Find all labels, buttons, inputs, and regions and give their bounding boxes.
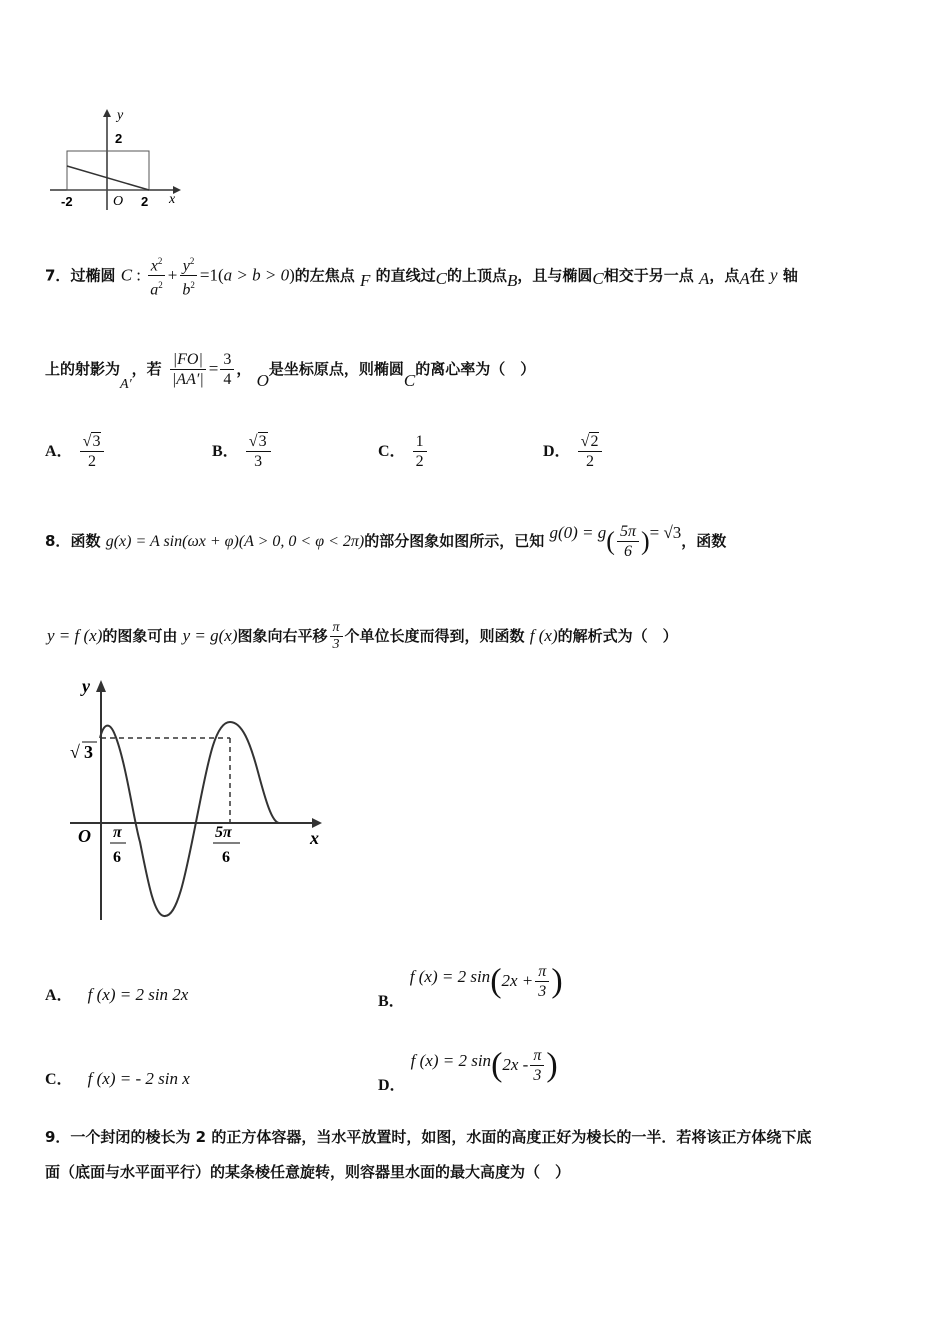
graph-2 (60, 672, 340, 927)
graph-2-y-label: y (82, 676, 90, 696)
graph-1-y-arrow (103, 109, 111, 117)
q7-number: 7． (45, 266, 71, 285)
q7-t3: 的上顶点 (446, 266, 507, 285)
q7-t7: 在 (749, 266, 765, 285)
q7-Aprime: A′ (120, 377, 132, 392)
q8-f: y = f (x) (47, 626, 103, 645)
q8-option-d[interactable]: D． f (x) = 2 sin(2x - $\frac{\pi}{3}$ ) (378, 1046, 558, 1094)
q8-t1: 的部分图象如图所示，已知 (364, 532, 545, 550)
graph-1-line (67, 166, 149, 190)
q8-pre: 函数 (70, 532, 101, 550)
q8-line-1: 8．函数 g(x) = A sin(ωx + φ)(A > 0, 0 < φ < 2π)的部分图象如图所示，已知 g(0) = g( $\frac{5\pi}{6}$ )= √3，函数 (45, 523, 727, 560)
graph-2-sqrt-value: 3 (84, 742, 93, 762)
q7-eq-rhs: =1 (199, 265, 218, 285)
q8-line2-d: 的解析式为（ ） (557, 627, 678, 645)
q8-number: 8． (45, 532, 71, 550)
q8-option-d-letter: D． (378, 1077, 406, 1094)
graph-1-box (67, 151, 149, 190)
q7-t8: 轴 (782, 266, 798, 285)
q7-t1: 的左焦点 (294, 266, 355, 285)
q8-g: y = g(x) (182, 626, 238, 645)
q8-option-b-frac: $\frac{\pi}{3}$ (535, 962, 549, 1001)
q7-yaxis: y (770, 265, 778, 285)
q7-frac-x: $\frac{x^2}{a^2}$ (147, 252, 166, 300)
q8-line2-c: 个单位长度而得到，则函数 (344, 627, 525, 645)
q8-option-d-pre: f (x) = 2 sin (410, 1051, 492, 1070)
graph-1-origin: O (113, 194, 124, 209)
q7-line-2 (45, 350, 536, 392)
q9-line-1: 9．一个封闭的棱长为 2 的正方体容器，当水平放置时，如图，水面的高度正好为棱长的一半．若将该正方体绕下底 (45, 1128, 812, 1146)
q8-option-d-frac: $\frac{\pi}{3}$ (530, 1046, 544, 1085)
q8-five-pi-six: $\frac{5\pi}{6}$ (617, 522, 639, 561)
q7-A2: A (739, 269, 750, 289)
q8-option-b-letter: B． (378, 993, 405, 1010)
q8-g0: g(0) = g (549, 523, 607, 542)
q8-gfun: g(x) = A sin(ωx + φ)(A > 0, 0 < φ < 2π) (105, 533, 365, 550)
q7-A: A (699, 269, 710, 289)
q7-line2-a: 上的射影为 (45, 360, 121, 378)
q7-option-d-value: $\frac{√2}{2}$ (578, 432, 603, 471)
q8-option-c[interactable] (45, 1066, 190, 1089)
q7-t5: 相交于另一点 (603, 266, 694, 285)
graph-2-y-arrow (96, 680, 106, 692)
q7-condition: a > b > 0 (223, 265, 290, 285)
q8-eqr: = √3 (649, 523, 682, 542)
q7-t2: 的直线过 (375, 266, 436, 285)
q7-option-a-value: $\frac{√3}{2}$ (80, 432, 105, 471)
graph-2-pi6-num: π (113, 824, 122, 841)
graph-2-x-arrow (312, 818, 322, 828)
q7-line2-c: ， (236, 360, 252, 378)
q8-option-c-expr: f (x) = - 2 sin x (87, 1069, 190, 1088)
q7-option-d-letter: D． (543, 443, 571, 460)
q7-option-c-value: $\frac{1}{2}$ (413, 432, 427, 471)
graph-2-sqrt-sign: √ (70, 742, 80, 762)
q8-line2-a: 的图象可由 (102, 627, 178, 645)
q8-option-c-letter: C． (45, 1071, 73, 1088)
q7-option-c-letter: C． (378, 443, 406, 460)
q7-pre: 过椭圆 (70, 266, 116, 285)
graph-1-tick-y2: 2 (115, 131, 123, 146)
q7-line2-e: 的离心率为（ ） (415, 360, 536, 378)
q8-t2: ，函数 (681, 532, 727, 550)
graph-2-x-label: x (310, 828, 319, 848)
q7-C2: C (592, 269, 604, 289)
q8-pi-three: $\frac{\pi}{3}$ (330, 620, 343, 653)
q8-option-a-expr: f (x) = 2 sin 2x (87, 985, 189, 1004)
graph-2-pi6-den: 6 (113, 849, 121, 866)
graph-1-y-label: y (117, 108, 124, 123)
q8-option-d-inner: 2x - (502, 1055, 529, 1074)
graph-2-p56-den: 6 (222, 849, 230, 866)
graph-1-tick-xm2: -2 (61, 194, 73, 209)
q8-line-2 (47, 620, 678, 653)
q7-line2-d: 是坐标原点，则椭圆 (268, 360, 404, 378)
q7-ellipse-name: C (120, 265, 133, 285)
graph-1 (45, 105, 195, 215)
q9-line-2: 面（底面与水平面平行）的某条棱任意旋转，则容器里水面的最大高度为（ ） (45, 1163, 571, 1181)
q8-option-b-inner: 2x + (501, 971, 534, 990)
q7-option-b[interactable] (212, 432, 273, 471)
q7-eq: = (208, 359, 219, 378)
q7-line2-b: ，若 (131, 360, 162, 378)
q7-option-b-value: $\frac{√3}{3}$ (246, 432, 271, 471)
q8-option-a-letter: A． (45, 987, 73, 1004)
q7-three-quarters: $\frac{3}{4}$ (220, 350, 234, 389)
q7-t6: ，点 (709, 266, 740, 285)
q7-B: B (507, 271, 518, 291)
q7-option-a-letter: A． (45, 443, 73, 460)
q7-ratio: $\frac{|FO|}{|AA'|}$ (169, 350, 207, 389)
q7-O: O (256, 371, 269, 390)
q7-option-a[interactable] (45, 432, 106, 471)
q7-option-c[interactable] (378, 432, 429, 471)
q7-line-1: 7．过椭圆 C : $\frac{x^2}{a^2}$ + $\frac{y^2}{b^2}$ =1(a > b > 0)的左焦点 F 的直线过C的上顶点B，且与椭圆C相交于另一点 A，点A在 y 轴 (45, 252, 798, 300)
q8-option-b-pre: f (x) = 2 sin (409, 967, 491, 986)
q8-option-a[interactable] (45, 982, 188, 1005)
q7-option-d[interactable] (543, 432, 604, 471)
graph-2-sine-curve (100, 722, 279, 916)
q8-line2-b: 图象向右平移 (237, 627, 328, 645)
graph-1-x-label: x (169, 192, 176, 207)
q7-option-b-letter: B． (212, 443, 239, 460)
q7-F: F (360, 271, 371, 291)
q7-t4: ，且与椭圆 (517, 266, 593, 285)
graph-1-tick-x2: 2 (141, 194, 149, 209)
q8-fx: f (x) (529, 626, 558, 645)
graph-2-origin: O (78, 826, 91, 846)
q8-option-b[interactable]: B． f (x) = 2 sin(2x + $\frac{\pi}{3}$ ) (378, 962, 563, 1010)
q7-frac-y: $\frac{y^2}{b^2}$ (179, 252, 198, 300)
graph-2-p56-num: 5π (215, 824, 232, 841)
q7-C1: C (435, 269, 447, 289)
q7-C3: C (403, 371, 416, 390)
